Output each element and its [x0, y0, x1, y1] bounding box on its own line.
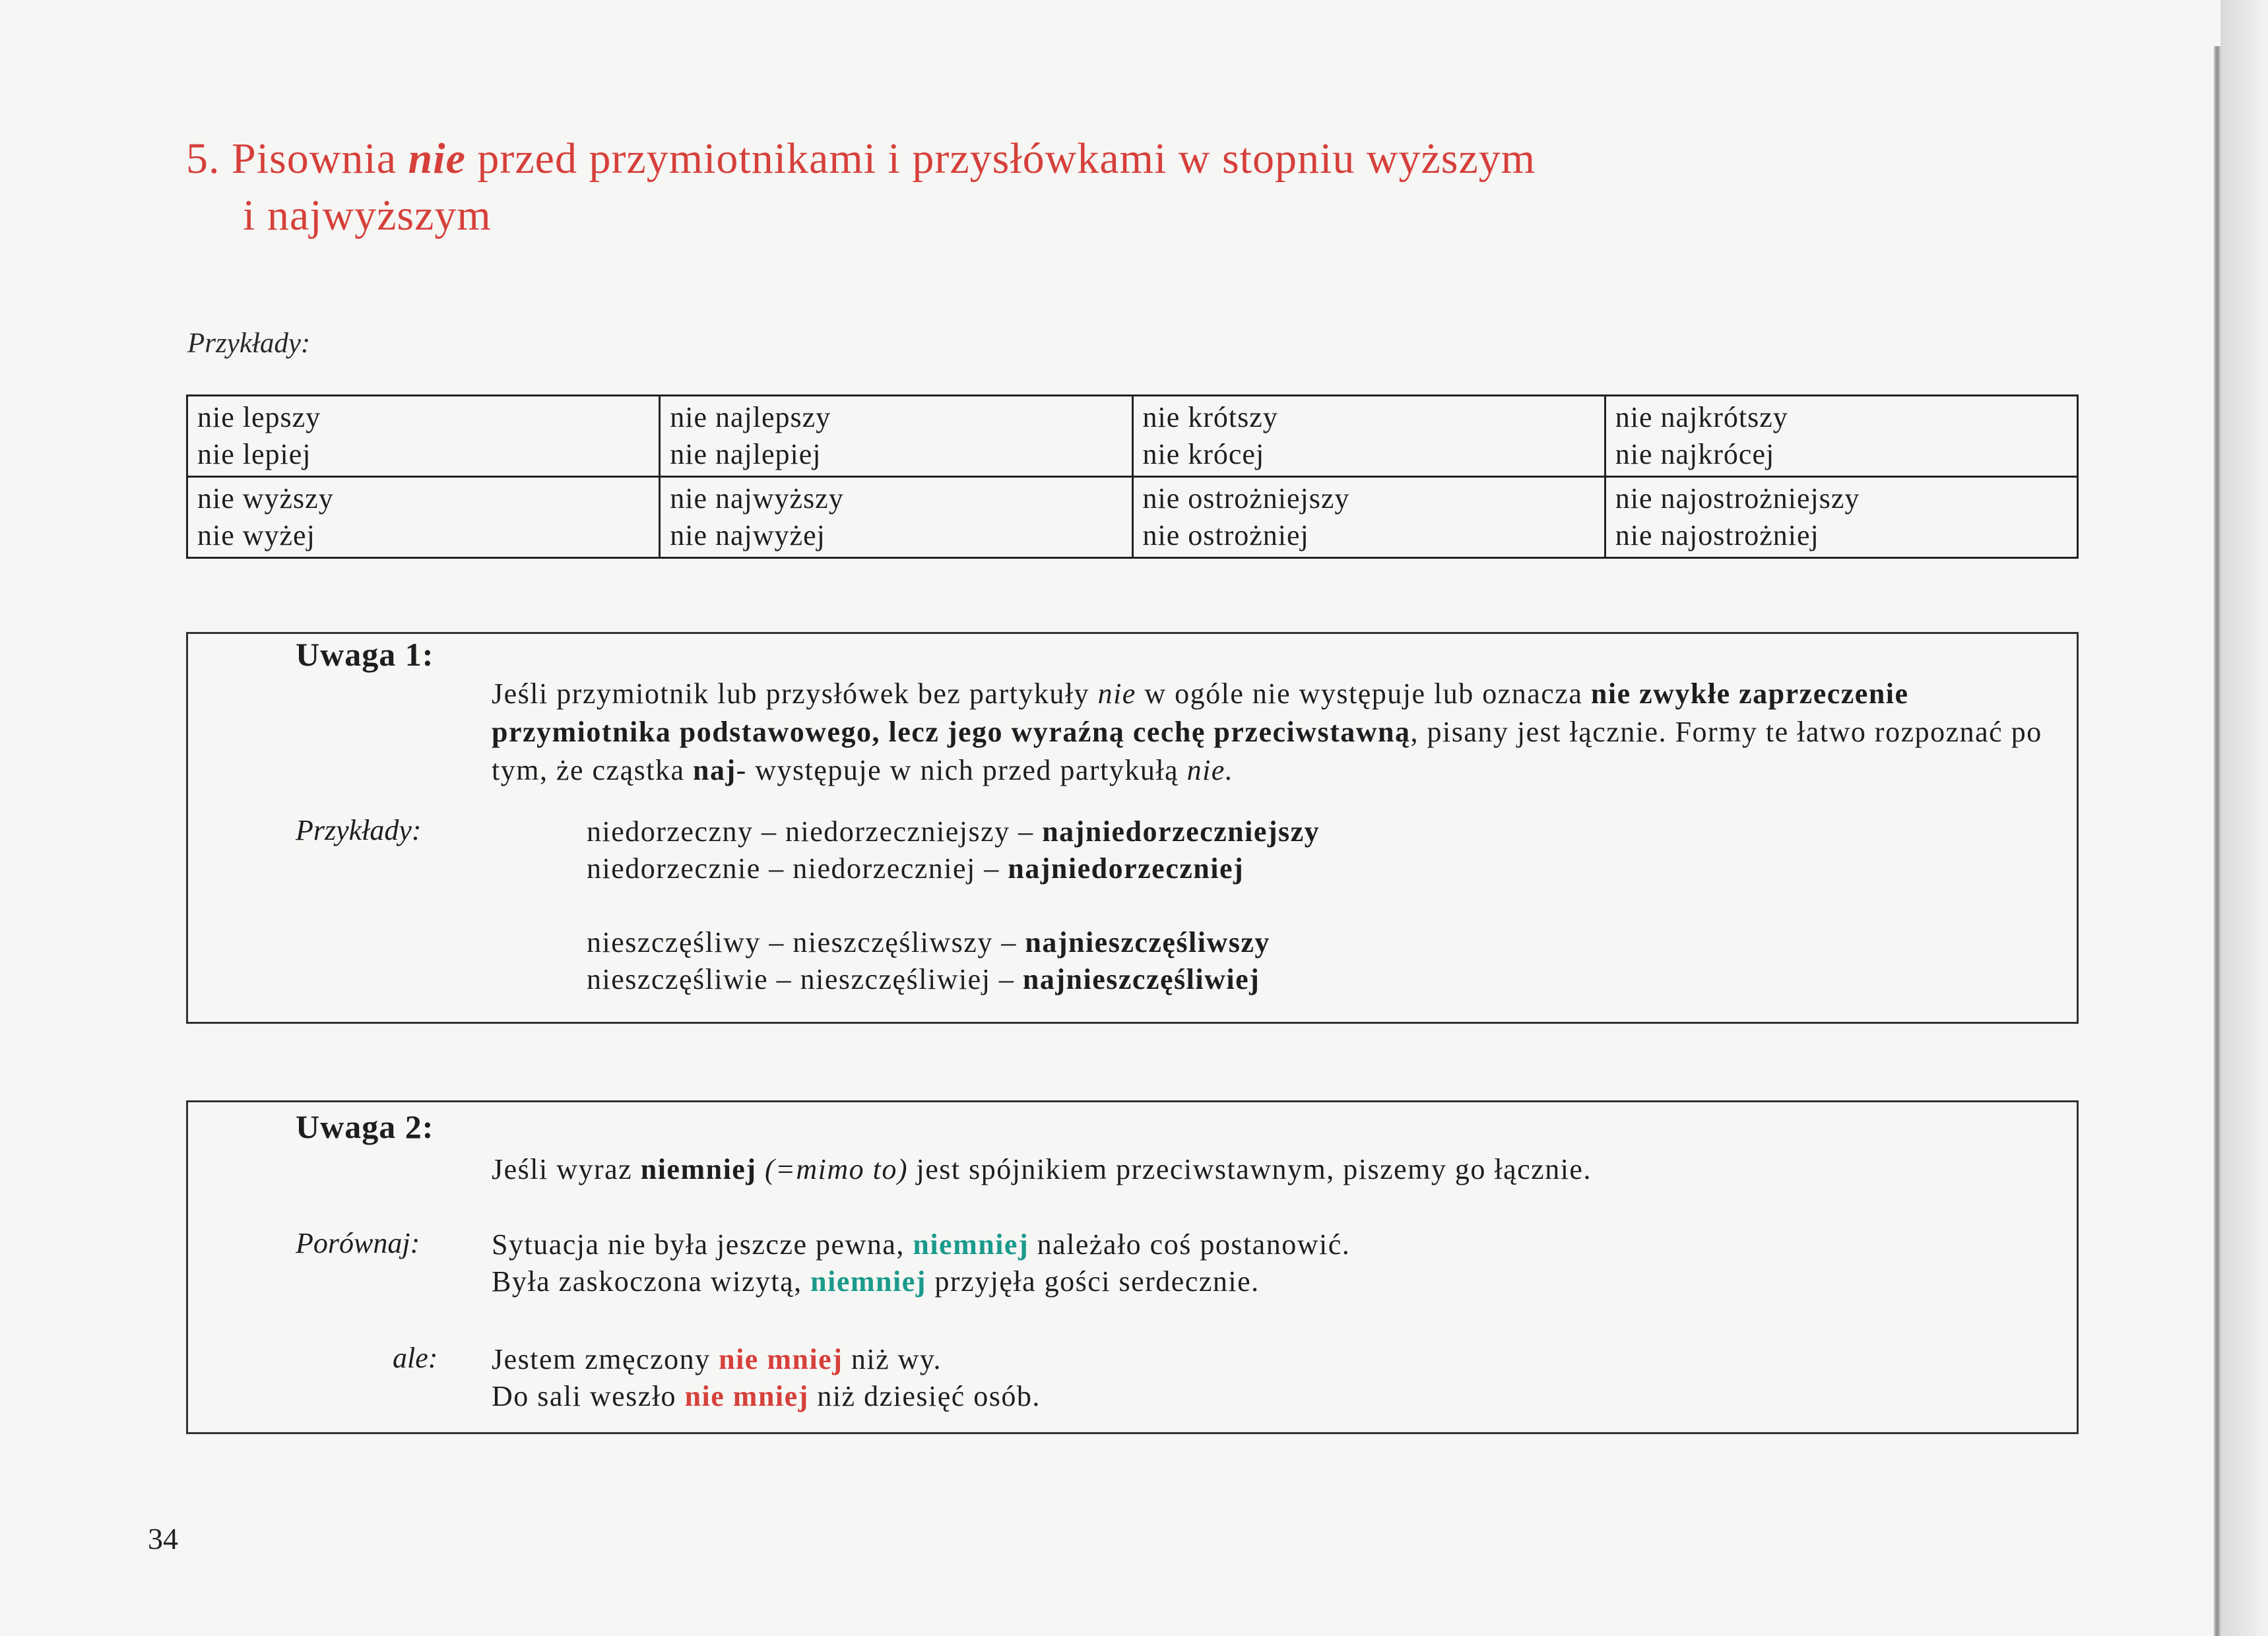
title-part1: Pisownia	[232, 135, 397, 183]
example-line: niedorzecznie – niedorzeczniej – najniedorzeczniej	[587, 852, 1245, 885]
compare-line: Była zaskoczona wizytą, niemniej przyjęła gości serdecznie.	[492, 1265, 1260, 1298]
example-line: niedorzeczny – niedorzeczniejszy – najniedorzeczniejszy	[587, 815, 1320, 848]
table-cell: nie najostrożniejszy nie najostrożniej	[1605, 477, 2077, 558]
title-part2: przed przymiotnikami i przysłówkami w stopniu wyższym	[477, 135, 1536, 183]
compare-line: Sytuacja nie była jeszcze pewna, niemniej należało coś postanowić.	[492, 1228, 1351, 1261]
note1-examples-label: Przykłady:	[296, 814, 422, 846]
page-edge-shadow	[2220, 0, 2268, 1636]
but-line: Do sali weszło nie mniej niż dziesięć osób.	[492, 1380, 1041, 1412]
title-line2: i najwyższym	[243, 191, 492, 239]
table-row	[187, 396, 2078, 477]
title-number: 5.	[186, 135, 220, 183]
example-line: nieszczęśliwie – nieszczęśliwiej – najnieszczęśliwiej	[587, 963, 1260, 995]
note1-paragraph: Jeśli przymiotnik lub przysłówek bez partykuły nie w ogóle nie występuje lub oznacza nie zwykłe zaprzeczenie przymiotnika podstawowego, lecz jego wyraźną cechę przeciwstawną, pisany jest łącznie. Formy te łatwo rozpoznać po tym, że cząstka naj- występuje w nich przed partykułą nie.	[492, 677, 2042, 786]
note1-box	[186, 632, 2079, 1024]
example-line: nieszczęśliwy – nieszczęśliwszy – najnieszczęśliwszy	[587, 926, 1270, 959]
title-emph: nie	[408, 135, 466, 183]
section-title	[186, 131, 2153, 244]
table-cell: nie najwyższy nie najwyżej	[660, 477, 1132, 558]
table-cell: nie najkrótszy nie najkrócej	[1605, 396, 2077, 477]
book-spine	[2214, 46, 2220, 1636]
table-cell: nie lepszy nie lepiej	[187, 396, 660, 477]
note1-heading: Uwaga 1:	[296, 636, 434, 673]
table-row	[187, 477, 2078, 558]
table-cell: nie krótszy nie krócej	[1132, 396, 1605, 477]
but-line: Jestem zmęczony nie mniej niż wy.	[492, 1343, 942, 1375]
note2-paragraph: Jeśli wyraz niemniej (=mimo to) jest spójnikiem przeciwstawnym, piszemy go łącznie.	[492, 1153, 1592, 1185]
table-cell: nie ostrożniejszy nie ostrożniej	[1132, 477, 1605, 558]
note2-heading: Uwaga 2:	[296, 1108, 434, 1145]
compare-label: Porównaj:	[296, 1227, 420, 1259]
note2-box	[186, 1100, 2079, 1434]
page-number: 34	[148, 1522, 178, 1556]
examples-label: Przykłady:	[187, 328, 311, 359]
table-cell: nie wyższy nie wyżej	[187, 477, 660, 558]
but-label: ale:	[393, 1342, 438, 1374]
examples-table	[186, 394, 2079, 559]
table-cell: nie najlepszy nie najlepiej	[660, 396, 1132, 477]
